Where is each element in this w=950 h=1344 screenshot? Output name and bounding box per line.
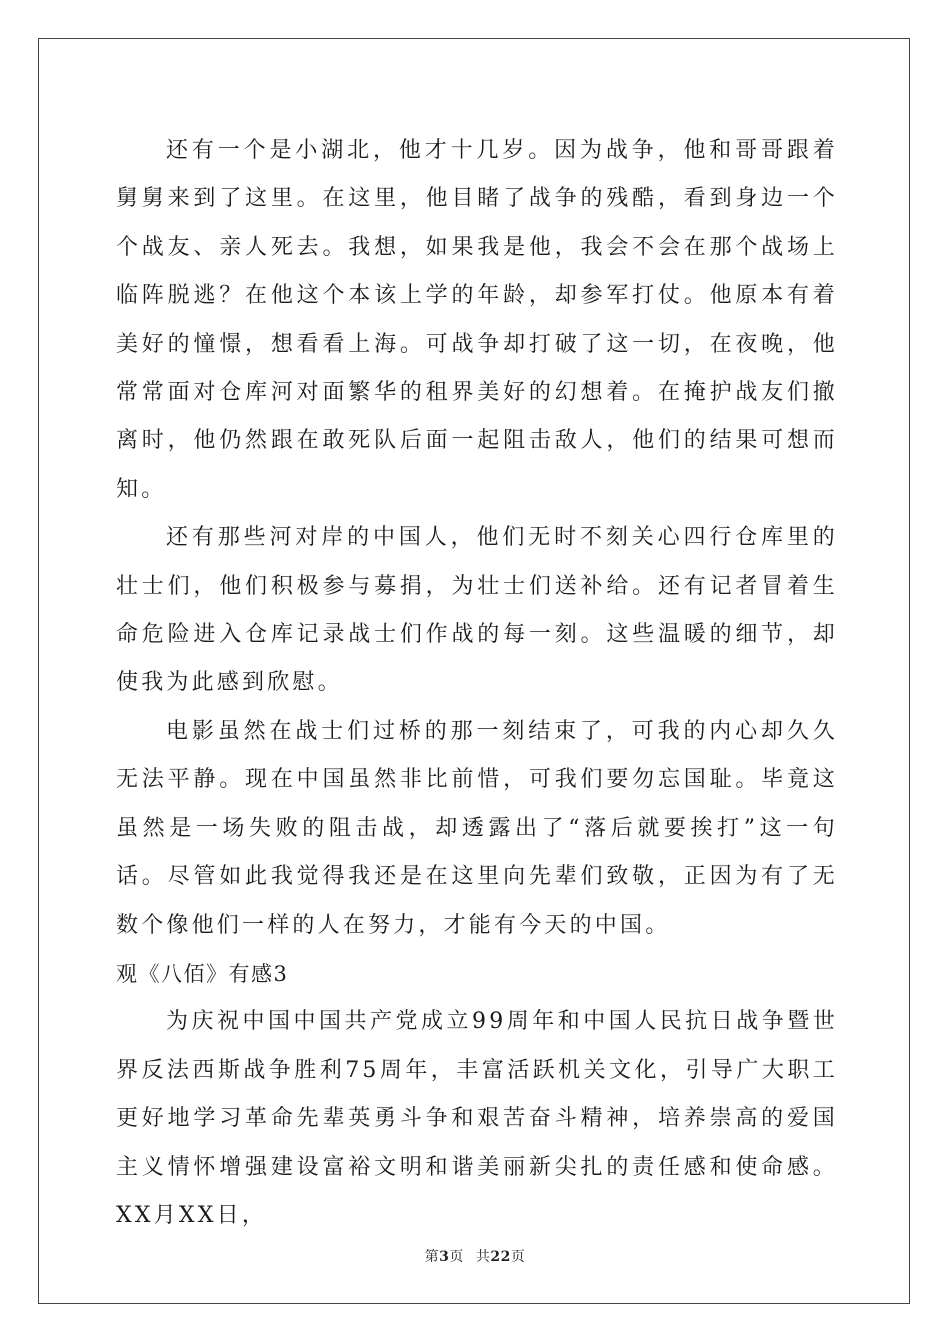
paragraph-1: 还有一个是小湖北，他才十几岁。因为战争，他和哥哥跟着舅舅来到了这里。在这里，他目睹了战争的残酷，看到身边一个个战友、亲人死去。我想，如果我是他，我会不会在那个战场上临阵脱逃？在他这个本该上学的年龄，却参军打仗。他原本有着美好的憧憬，想看看上海。可战争却打破了这一切，在夜晚，他常常面对仓库河对面繁华的租界美好的幻想着。在掩护战友们撤离时，他仍然跟在敢死队后面一起阻击敌人，他们的结果可想而知。 [116,138,838,502]
page-prefix: 第 [424,1249,440,1265]
paragraph-3: 电影虽然在战士们过桥的那一刻结束了，可我的内心却久久无法平静。现在中国虽然非比前惜，可我们要勿忘国耻。毕竟这虽然是一场失败的阻击战，却透露出了“落后就要挨打”这一句话。尽管如此我觉得我还是在这里向先辈们致敬，正因为有了无数个像他们一样的人在努力，才能有今天的中国。 [116,718,838,938]
current-page-number: 3 [439,1249,450,1265]
page-suffix: 页 [449,1249,464,1265]
page-footer [0,1246,950,1266]
total-prefix: 共 [475,1249,491,1265]
paragraph-4: 为庆祝中国中国共产党成立99周年和中国人民抗日战争暨世界反法西斯战争胜利75周年，丰富活跃机关文化，引导广大职工更好地学习革命先辈英勇斗争和艰苦奋斗精神，培养崇高的爱国主义情怀增强建设富裕文明和谐美丽新尖扎的责任感和使命感。XX月XX日， [116,1009,838,1228]
total-suffix: 页 [510,1249,526,1265]
section-heading: 观《八佰》有感3 [116,961,289,986]
paragraph-2: 还有那些河对岸的中国人，他们无时不刻关心四行仓库里的壮士们，他们积极参与募捐，为壮士们送补给。还有记者冒着生命危险进入仓库记录战士们作战的每一刻。这些温暖的细节，却使我为此感到欣慰。 [116,525,838,696]
total-pages-number: 22 [490,1249,511,1265]
document-body [116,127,838,1240]
